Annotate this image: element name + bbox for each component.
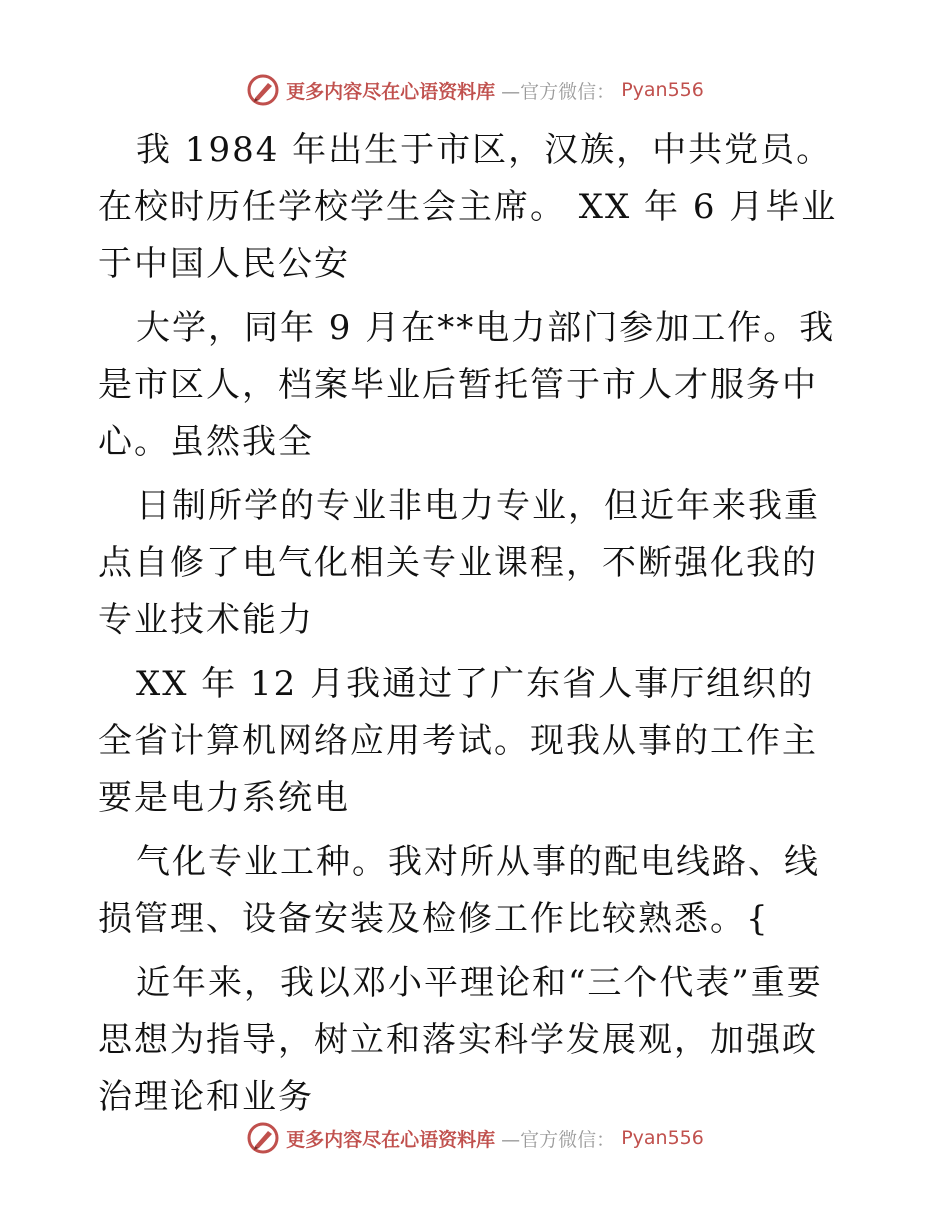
watermark-separator: —官方微信： bbox=[501, 80, 616, 103]
pen-logo-icon bbox=[246, 73, 280, 107]
paragraph: 我 1984 年出生于市区，汉族，中共党员。在校时历任学校学生会主席。 XX 年 6 月毕业于中国人民公安 bbox=[98, 130, 838, 284]
watermark-separator: —官方微信： bbox=[501, 1128, 616, 1151]
header-watermark bbox=[0, 70, 950, 110]
paragraph: 日制所学的专业非电力专业，但近年来我重点自修了电气化相关专业课程，不断强化我的专业技术能力 bbox=[98, 486, 820, 640]
watermark-text: 更多内容尽在心语资料库 bbox=[286, 1128, 496, 1151]
footer-watermark bbox=[0, 1118, 950, 1158]
pen-logo-icon bbox=[246, 1121, 280, 1155]
paragraph: 气化专业工种。我对所从事的配电线路、线损管理、设备安装及检修工作比较熟悉。{ bbox=[98, 842, 820, 939]
watermark-text: 更多内容尽在心语资料库 bbox=[286, 80, 496, 103]
paragraph: 大学，同年 9 月在**电力部门参加工作。我是市区人，档案毕业后暂托管于市人才服务中心。虽然我全 bbox=[98, 308, 836, 462]
document-body bbox=[98, 122, 848, 1133]
watermark-account: Pyan556 bbox=[621, 79, 704, 101]
paragraph: XX 年 12 月我通过了广东省人事厅组织的全省计算机网络应用考试。现我从事的工作主要是电力系统电 bbox=[98, 664, 818, 818]
paragraph: 近年来，我以邓小平理论和“三个代表”重要思想为指导，树立和落实科学发展观，加强政治理论和业务 bbox=[98, 963, 823, 1117]
watermark-account: Pyan556 bbox=[621, 1127, 704, 1149]
